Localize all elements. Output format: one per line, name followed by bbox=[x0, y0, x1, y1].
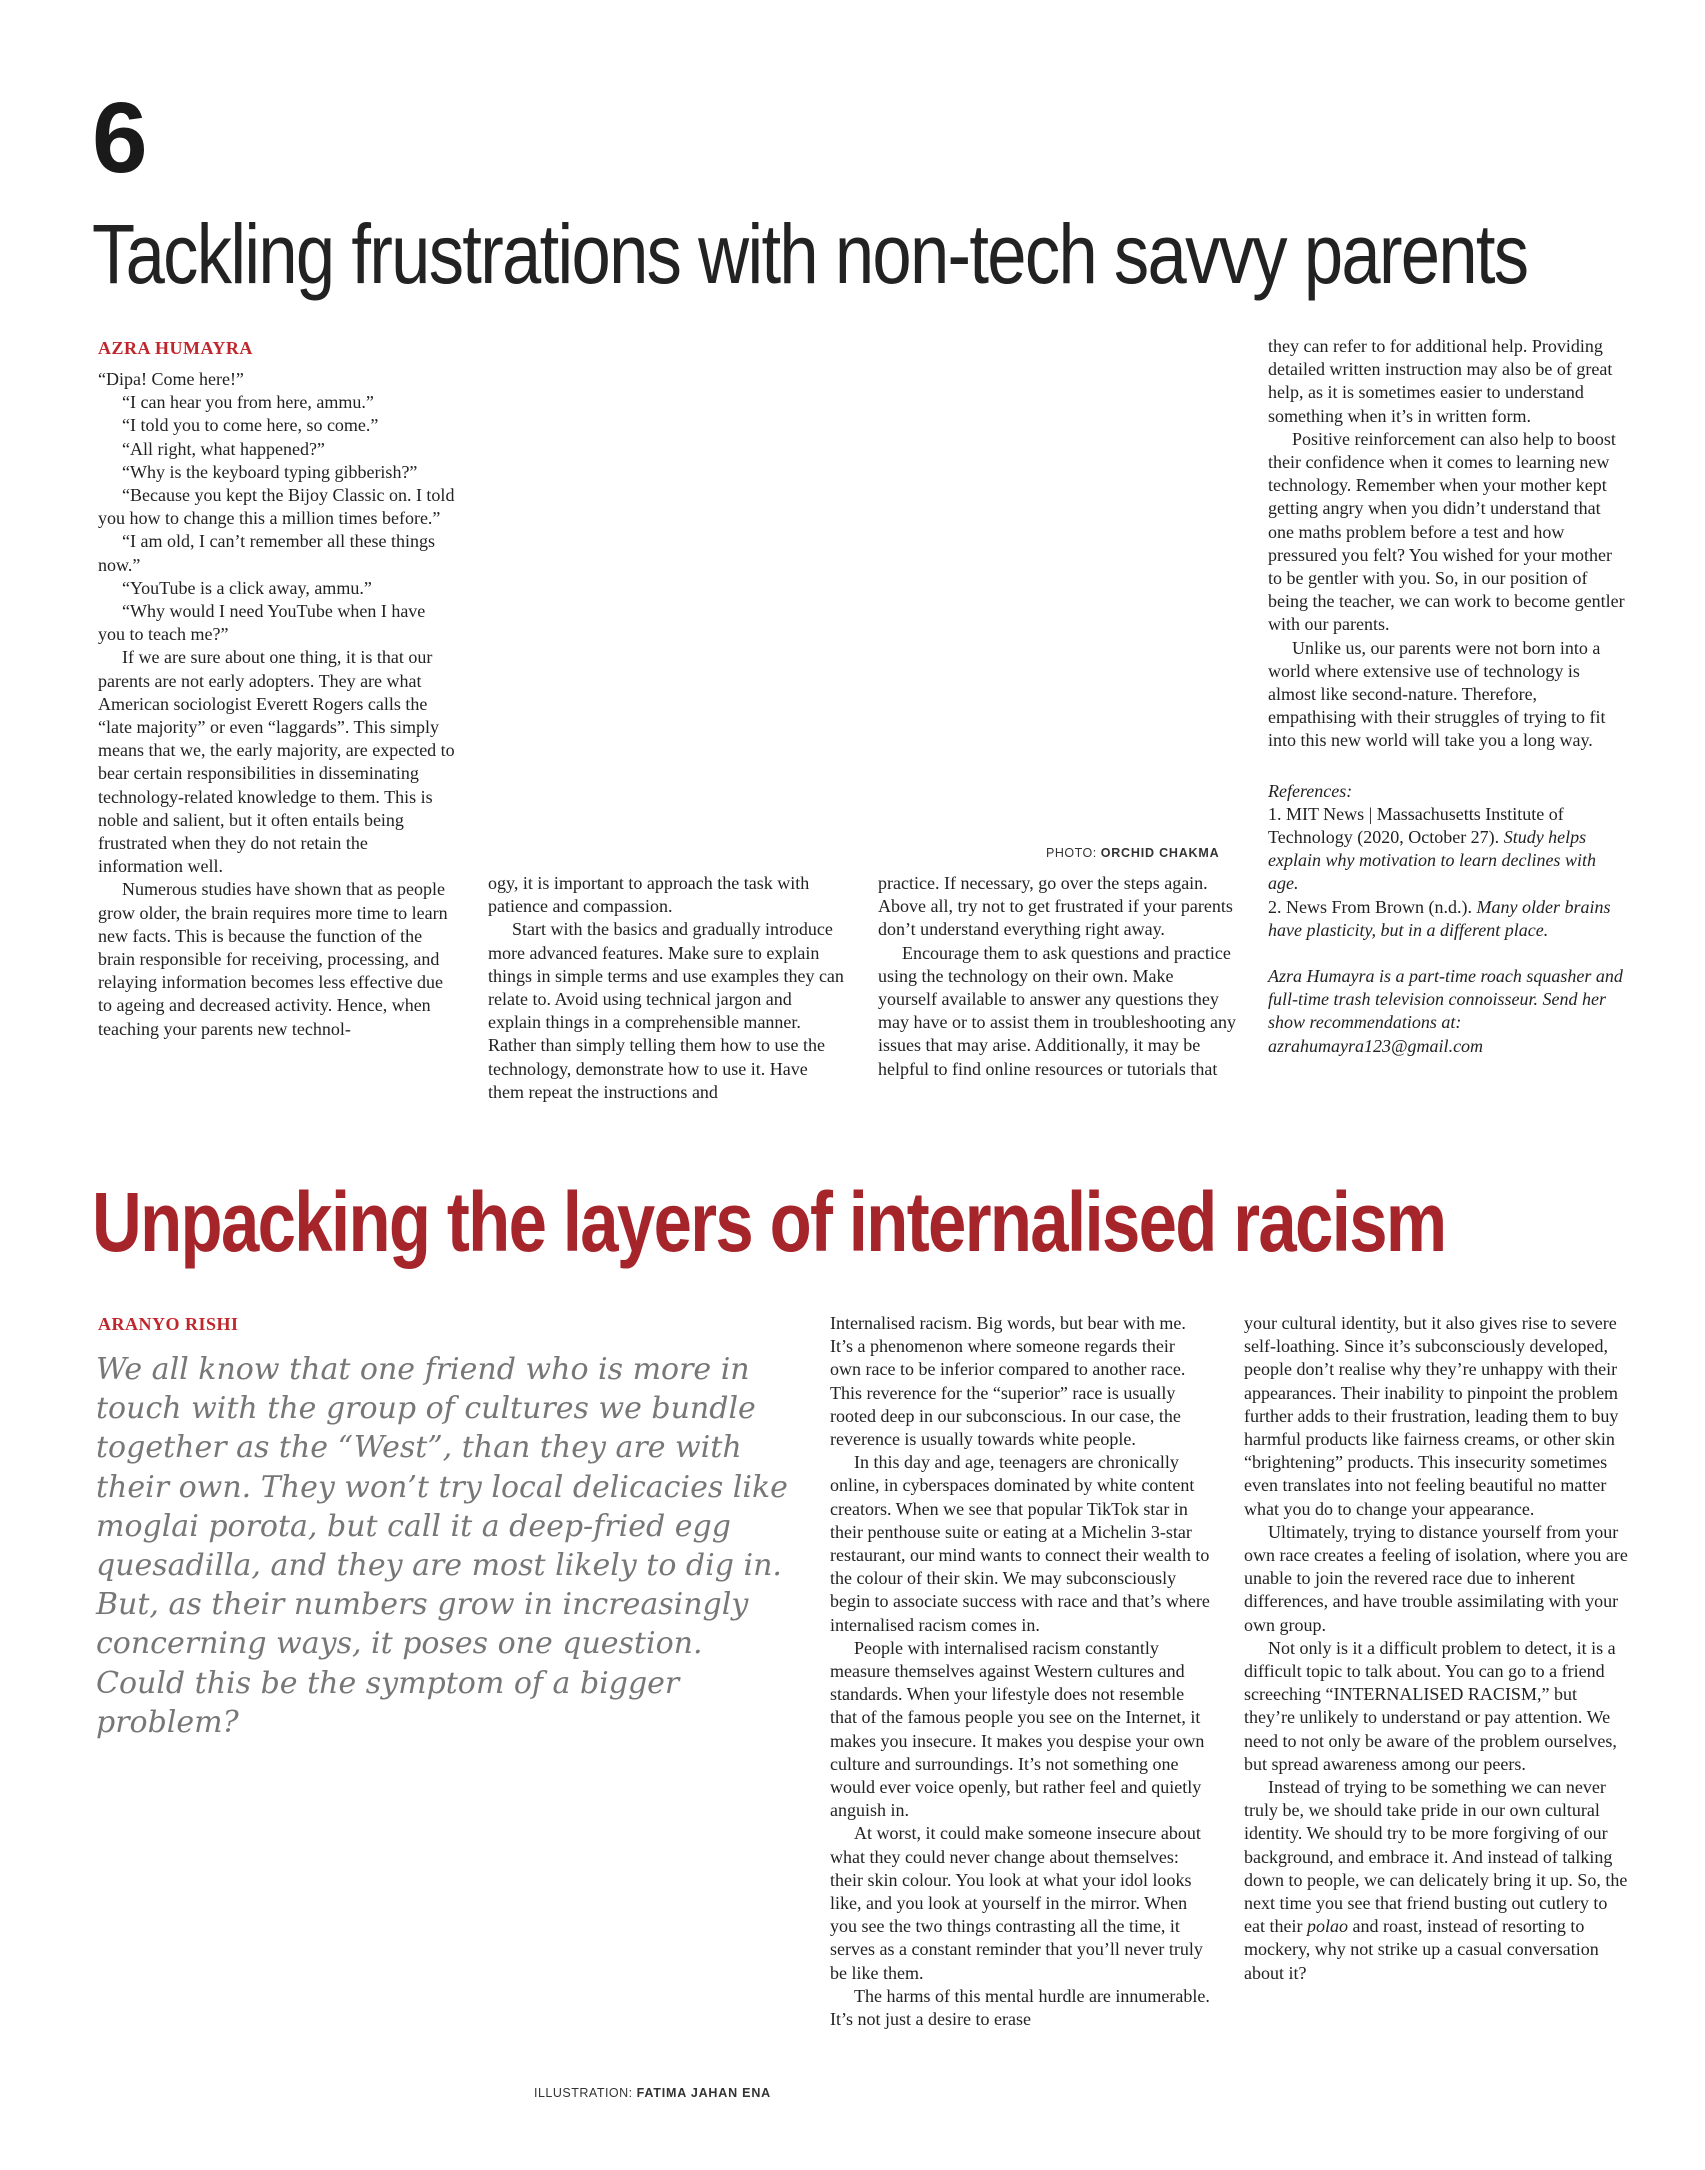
paragraph: The harms of this mental hurdle are innumerable. It’s not just a desire to erase bbox=[830, 1985, 1210, 2030]
reference-1-source: 1. MIT News | Massachusetts Institute of Technology (2020, October 27). bbox=[1268, 803, 1564, 848]
paragraph: Encourage them to ask questions and practice using the technology on their own. Make yourself available to answer any questions they may have or to assist them in troubleshooting any issues that may arise. Additionally, it may be helpful to find online resources or tutorials that bbox=[878, 942, 1236, 1079]
paragraph: “Dipa! Come here!” bbox=[98, 369, 244, 389]
article2-byline: ARANYO RISHI bbox=[98, 1314, 239, 1334]
paragraph: “YouTube is a click away, ammu.” bbox=[122, 577, 372, 598]
reference-1 bbox=[1268, 803, 1626, 896]
paragraph: Not only is it a difficult problem to detect, it is a difficult topic to talk about. You can go to a friend screeching “INTERNALISED RACISM,” but they’re unlikely to understand or pay attention. We need to not only be aware of the problem ourselves, but spread awareness among our peers. bbox=[1244, 1637, 1617, 1774]
article1-column-4 bbox=[1268, 335, 1626, 1058]
photo-credit-label: PHOTO: bbox=[1046, 846, 1097, 860]
paragraph: Start with the basics and gradually introduce more advanced features. Make sure to explain things in simple terms and use examples they can relate to. Avoid using technical jargon and explain things in a comprehensible manner. Rather than simply telling them how to use the technology, demonstrate how to use it. Have them repeat the instructions and bbox=[488, 919, 844, 1102]
illustration-credit-label: ILLUSTRATION: bbox=[534, 2086, 633, 2100]
photo-credit-name: ORCHID CHAKMA bbox=[1100, 846, 1220, 860]
paragraph: Internalised racism. Big words, but bear with me. It’s a phenomenon where someone regards their own race to be inferior compared to another race. This reverence for the “superior” race is usually rooted deep in our subconscious. In our case, the reverence is usually towards white people. bbox=[830, 1313, 1186, 1450]
article2-standfirst: We all know that one friend who is more in touch with the group of cultures we bundle together as the “West”, than they are with their own. They won’t try local delicacies like moglai porota, but call it a deep-fried egg quesadilla, and they are most likely to dig in. But, as their numbers grow in increasingly concerning ways, it poses one question. Could this be the symptom of a bigger problem? bbox=[96, 1352, 788, 1740]
paragraph: they can refer to for additional help. Providing detailed written instruction may also be of great help, as it is sometimes easier to understand something when it’s in written form. bbox=[1268, 336, 1613, 426]
paragraph-text: Instead of trying to be something we can never truly be, we should take pride in our own cultural identity. We should try to be more forgiving of our background, and embrace it. And instead of talking down to people, we can delicately bring it up. So, the next time you see that friend busting out cutlery to eat their bbox=[1244, 1777, 1628, 1937]
paragraph: Ultimately, trying to distance yourself from your own race creates a feeling of isolation, where you are unable to join the revered race due to inherent differences, and have trouble assimilating with your own group. bbox=[1244, 1521, 1628, 1635]
article1-column-1 bbox=[98, 368, 456, 1041]
article2-column-2 bbox=[1244, 1312, 1628, 1985]
article1-headline: Tackling frustrations with non-tech savvy parents bbox=[92, 207, 1528, 301]
reference-2-title: Many older brains have plasticity, but in a different place. bbox=[1268, 896, 1611, 940]
paragraph: Numerous studies have shown that as people grow older, the brain requires more time to learn new facts. This is because the function of the brain responsible for receiving, processing, and relaying information becomes less effective due to ageing and decreased activity. Hence, when teaching your parents new technol- bbox=[98, 879, 448, 1039]
paragraph: Positive reinforcement can also help to boost their confidence when it comes to learning new technology. Remember when your mother kept getting angry when you didn’t understand that one maths problem before a test and how pressured you felt? You wished for your mother to be gentler with you. So, in our position of being the teacher, we can work to become gentler with our parents. bbox=[1268, 428, 1625, 635]
paragraph: At worst, it could make someone insecure about what they could never change about themselves: their skin colour. You look at what your idol looks like, and you look at yourself in the mirror. When you see the two things contrasting all the time, it serves as a constant reminder that you’ll never truly be like them. bbox=[830, 1823, 1203, 1983]
article2-headline: Unpacking the layers of internalised racism bbox=[92, 1175, 1446, 1269]
paragraph: “I am old, I can’t remember all these things now.” bbox=[98, 531, 436, 575]
paragraph bbox=[1244, 1776, 1628, 1985]
article1-byline: AZRA HUMAYRA bbox=[98, 338, 253, 358]
paragraph: ogy, it is important to approach the task with patience and compassion. bbox=[488, 873, 810, 917]
reference-2-source: 2. News From Brown (n.d.). bbox=[1268, 896, 1472, 917]
paragraph: your cultural identity, but it also gives rise to severe self-loathing. Since it’s subconsciously developed, people don’t realise why they’re unhappy with their appearances. Their inability to pinpoint the problem further adds to their frustration, leading them to buy harmful products like fairness creams, or other skin “brightening” products. This insecurity sometimes even translates into not feeling beautiful no matter what you do to change your appearance. bbox=[1244, 1313, 1619, 1519]
reference-1-title: Study helps explain why motivation to learn declines with age. bbox=[1268, 827, 1596, 894]
paragraph: If we are sure about one thing, it is that our parents are not early adopters. They are what American sociologist Everett Rogers calls the “late majority” or even “laggards”. This simply means that we, the early majority, are expected to bear certain responsibilities in disseminating technology-related knowledge to them. This is noble and salient, but it often entails being frustrated when they do not retain the information well. bbox=[98, 647, 455, 877]
paragraph-text: and roast, instead of resorting to mockery, why not strike up a casual conversation about it? bbox=[1244, 1916, 1599, 1983]
paragraph: People with internalised racism constantly measure themselves against Western cultures and standards. When your lifestyle does not resemble that of the famous people you see on the Internet, it makes you insecure. It makes you despise your own culture and surroundings. It’s not something one would ever voice openly, but rather feel and quietly anguish in. bbox=[830, 1637, 1205, 1821]
illustration-credit bbox=[534, 2086, 771, 2100]
article1-column-3 bbox=[878, 872, 1236, 1081]
paragraph: “Why is the keyboard typing gibberish?” bbox=[122, 461, 418, 482]
paragraph: In this day and age, teenagers are chronically online, in cyberspaces dominated by white content creators. When we see that popular TikTok star in their penthouse suite or eating at a Michelin 3-star restaurant, our mind wants to connect their wealth to the colour of their skin. We may subconsciously begin to associate success with race and that’s where internalised racism comes in. bbox=[830, 1452, 1210, 1635]
paragraph: “Why would I need YouTube when I have you to teach me?” bbox=[98, 601, 426, 645]
author-bio: Azra Humayra is a part-time roach squasher and full-time trash television connoisseur. Send her show recommendations at: azrahumayra123@gmail.com bbox=[1268, 966, 1623, 1056]
paragraph: “All right, what happened?” bbox=[122, 438, 325, 459]
article2-column-1 bbox=[830, 1312, 1210, 2031]
article1-column-2 bbox=[488, 872, 846, 1104]
paragraph: “Because you kept the Bijoy Classic on. I told you how to change this a million times before.” bbox=[98, 485, 455, 529]
paragraph: “I can hear you from here, ammu.” bbox=[122, 392, 374, 413]
paragraph: “I told you to come here, so come.” bbox=[122, 415, 379, 436]
photo-credit bbox=[1046, 846, 1219, 860]
illustration-credit-name: FATIMA JAHAN ENA bbox=[636, 2086, 771, 2100]
reference-2 bbox=[1268, 896, 1626, 942]
paragraph: Unlike us, our parents were not born into a world where extensive use of technology is almost like second-nature. Therefore, empathising with their struggles of trying to fit into this new world will take you a long way. bbox=[1268, 637, 1606, 751]
references-heading: References: bbox=[1268, 780, 1353, 801]
paragraph: practice. If necessary, go over the steps again. Above all, try not to get frustrated if your parents don’t understand everything right away. bbox=[878, 873, 1233, 940]
page-number: 6 bbox=[92, 82, 148, 194]
paragraph-italic-word: polao bbox=[1306, 1916, 1348, 1937]
